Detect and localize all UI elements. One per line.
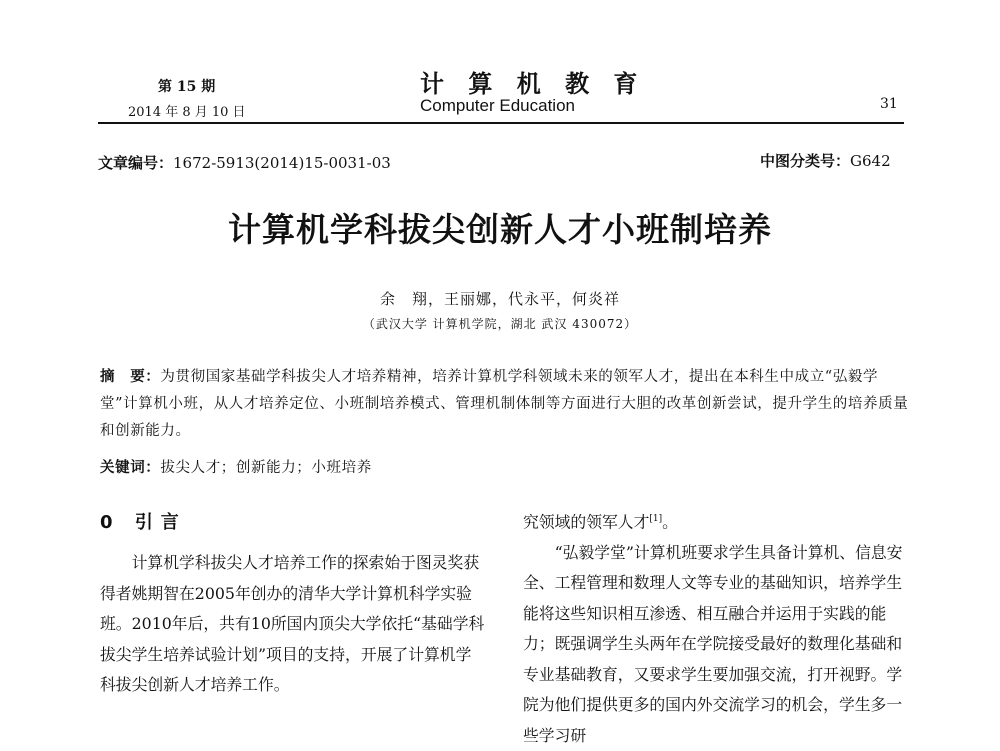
citation-ref: [1]	[649, 514, 663, 524]
keywords-label: 关键词：	[100, 460, 161, 476]
keywords	[100, 456, 372, 477]
header-divider	[98, 122, 904, 124]
body-column-right	[523, 504, 908, 751]
author-affiliation: （武汉大学 计算机学院，湖北 武汉 430072）	[362, 317, 638, 331]
author-list: 余 翔，王丽娜，代永平，何炎祥	[379, 290, 620, 308]
article-number-value: 1672-5913(2014)15-0031-03	[173, 154, 391, 172]
body-paragraph: 计算机学科拔尖人才培养工作的探索始于图灵奖获得者姚期智在2005年创办的清华大学计算机科学实验班。2010年后，共有10所国内顶尖大学依托“基础学科拔尖学生培养试验计划”项目的支持，开展了计算机学科拔尖创新人才培养工作。	[100, 553, 485, 694]
body-column-left	[100, 548, 485, 701]
classification-number	[760, 150, 891, 171]
body-paragraph-continuation	[523, 504, 908, 538]
section-heading	[100, 508, 187, 534]
issue-number: 第 15 期	[158, 79, 216, 95]
abstract-text: 为贯彻国家基础学科拔尖人才培养精神，培养计算机学科领域未来的领军人才，提出在本科生中成立“弘毅学堂”计算机小班，从人才培养定位、小班制培养模式、管理机制体制等方面进行大胆的改革创新尝试，提升学生的培养质量和创新能力。	[100, 369, 909, 439]
section-number: 0	[100, 512, 121, 533]
keywords-text: 拔尖人才；创新能力；小班培养	[160, 460, 372, 476]
article-number	[98, 152, 391, 173]
section-title: 引言	[134, 512, 187, 533]
classification-label: 中图分类号：	[760, 152, 851, 170]
journal-title-en: Computer Education	[420, 96, 575, 115]
journal-title-cn: 计 算 机 教 育	[420, 70, 646, 98]
continuation-text: 究领域的领军人才	[523, 512, 650, 532]
continuation-end: 。	[662, 512, 678, 532]
issue-date: 2014 年 8 月 10 日	[128, 105, 246, 120]
abstract	[100, 364, 910, 445]
classification-value: G642	[850, 152, 891, 170]
abstract-label: 摘 要：	[100, 369, 161, 385]
article-number-label: 文章编号：	[98, 154, 174, 172]
page-number: 31	[880, 96, 898, 112]
paper-title: 计算机学科拔尖创新人才小班制培养	[228, 210, 772, 249]
body-paragraph: “弘毅学堂”计算机班要求学生具备计算机、信息安全、工程管理和数理人文等专业的基础知识，培养学生能将这些知识相互渗透、相互融合并运用于实践的能力；既强调学生头两年在学院接受最好的数理化基础和专业基础教育，又要求学生要加强交流，打开视野。学院为他们提供更多的国内外交流学习的机会，学生多一些学习研	[523, 542, 903, 745]
